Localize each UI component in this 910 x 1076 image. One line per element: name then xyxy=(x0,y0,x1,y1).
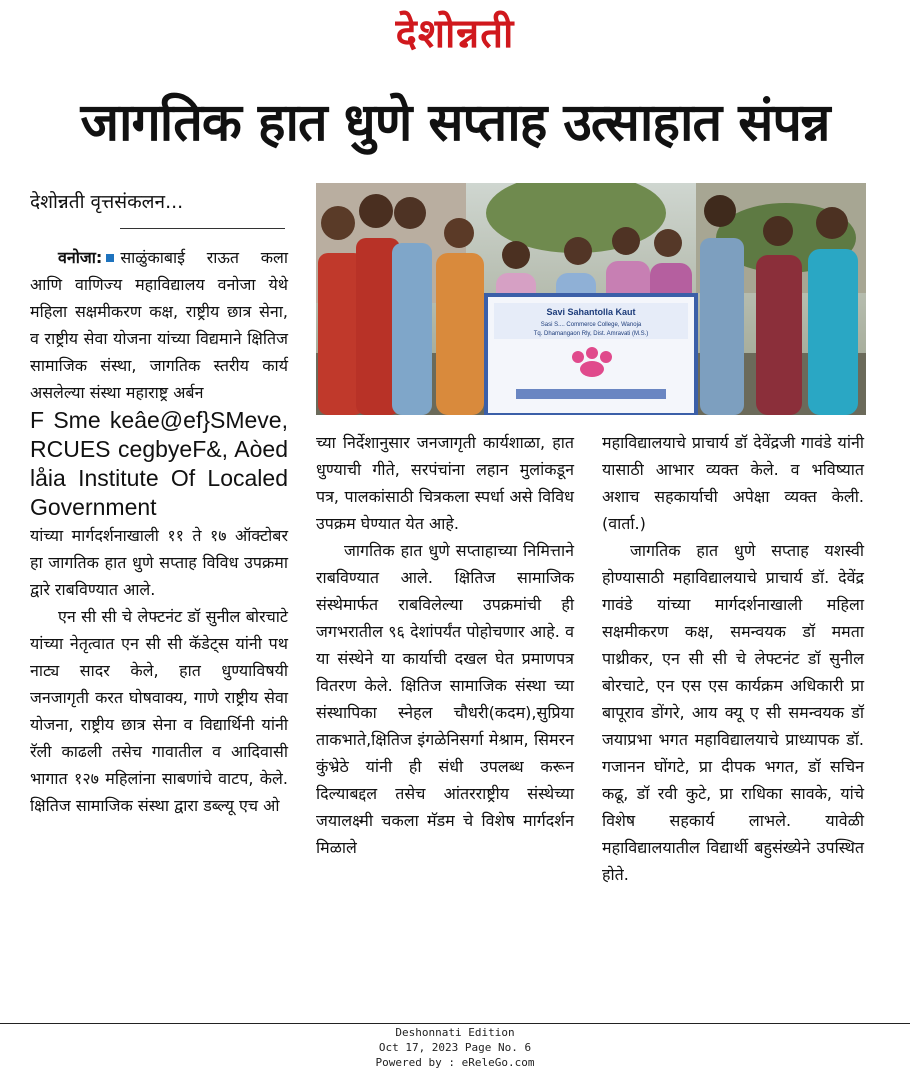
byline-divider xyxy=(120,228,285,229)
event-banner xyxy=(486,295,696,415)
footer-edition: Deshonnati Edition xyxy=(395,1026,515,1039)
dateline: वनोजा: xyxy=(58,248,103,267)
article-paragraph-3: च्या निर्देशानुसार जनजागृती कार्यशाळा, हात धुण्याची गीते, सरपंचांना लहान मुलांकडून पत्र, पालकांसाठी चित्रकला स्पर्धा असे विविध उपक्रम घेण्यात येत आहे. xyxy=(316,433,574,533)
article-paragraph-6: जागतिक हात धुणे सप्ताह यशस्वी होण्यासाठी महाविद्यालयाचे प्राचार्य डॉ. देवेंद्र गावंडे यांच्या मार्गदर्शनाखाली महिला सक्षमीकरण कक्ष, समन्वयक डॉ ममता पाथ्रीकर, एन सी सी चे लेफ्टनंट डॉ सुनील बोरचाटे, एन एस एस कार्यक्रम अधिकारी प्रा बापूराव डोंगरे, आय क्यू ए सी समन्वयक डॉ जयाप्रभा भगत महाविद्यालयाचे प्राध्यापक डॉ. गजानन घोंगटे, प्रा दीपक भगत, डॉ सचिन कढू, डॉ रवी कुटे, प्रा राधिका सावके, यांचे विशेष सहकार्य लाभले. यावेळी महाविद्यालयातील विद्यार्थी बहुसंख्येने उपस्थित होते. xyxy=(602,541,864,884)
article-column-1 xyxy=(30,244,288,819)
article-garbled-text: F Sme keâe@ef}SMeve, RCUES cegbyeF&, Aòed låia Institute Of Localed Government xyxy=(30,407,288,520)
bullet-square-icon xyxy=(106,254,114,262)
banner-line-1: Sasi S.... Commerce College, Wanoja xyxy=(540,322,642,328)
banner-title: Savi Sahantolla Kaut xyxy=(546,307,636,317)
masthead-logo: देशोन्नती xyxy=(395,11,515,57)
footer-powered-by: Powered by : eReleGo.com xyxy=(375,1056,535,1069)
article-column-2 xyxy=(316,429,574,861)
article-lead-text: साळुंकाबाई राऊत कला आणि वाणिज्य महाविद्यालय वनोजा येथे महिला सक्षमीकरण कक्ष, राष्ट्रीय छात्र सेना, व राष्ट्रीय सेवा योजना यांच्या विद्यमाने क्षितिज सामाजिक संस्था, जागतिक स्तरीय कार्य असलेल्या संस्था महाराष्ट्र अर्बन xyxy=(30,248,288,402)
banner-line-2: Tq. Dhamangaon Rly, Dist. Amravati (M.S.) xyxy=(533,331,649,337)
footer-date-page: Oct 17, 2023 Page No. 6 xyxy=(378,1041,532,1054)
article-paragraph-5: महाविद्यालयाचे प्राचार्य डॉ देवेंद्रजी गावंडे यांनी यासाठी आभार व्यक्त केले. व भविष्यात अशाच सहकार्याची अपेक्षा व्यक्त केली.(वार्ता.) xyxy=(602,433,864,533)
article-column-3 xyxy=(602,429,864,888)
article-paragraph-2: एन सी सी चे लेफ्टनंट डॉ सुनील बोरचाटे यांच्या नेतृत्वात एन सी सी कॅडेट्स यांनी पथ नाट्य सादर केले, हात धुण्याविषयी जनजागृती करत घोषवाक्य, गाणे राष्ट्रीय सेवा योजना, राष्ट्रीय छात्र सेना व विद्यार्थिनी यांनी रॅली काढली तसेच गावातील व आदिवासी भागात १२७ महिलांना साबणांचे वाटप, केले. क्षितिज सामाजिक संस्था द्वारा डब्ल्यू एच ओ xyxy=(30,607,288,815)
article-paragraph-4: जागतिक हात धुणे सप्ताहाच्या निमित्ताने राबविण्यात आले. क्षितिज सामाजिक संस्थेमार्फत राबविलेल्या उपक्रमांची ही जगभरातील ९६ देशांपर्यंत पोहोचणार आहे. व या संस्थेने या कार्याची दखल घेत प्रमाणपत्र वितरण केले. क्षितिज सामाजिक संस्था च्या संस्थापिका स्नेहल चौधरी(कदम),सुप्रिया ताकभाते,क्षितिज इंगळेनिसर्गा मेश्राम, सिमरन कुंभ्रेठे यांनी ही संधी उपलब्ध करून दिल्याबद्दल तसेच आंतरराष्ट्रीय संस्थेच्या जयालक्ष्मी चकला मॅडम चे विशेष मार्गदर्शन मिळाले xyxy=(316,541,574,857)
headline: जागतिक हात धुणे सप्ताह उत्साहात संपन्न xyxy=(80,93,830,153)
event-photo xyxy=(316,183,866,415)
footer xyxy=(0,1025,910,1070)
article-paragraph-1-end: यांच्या मार्गदर्शनाखाली ११ ते १७ ऑक्टोबर हा जागतिक हात धुणे सप्ताह विविध उपक्रमा द्वारे राबविण्यात आले. xyxy=(30,526,288,599)
article-lead xyxy=(30,244,288,406)
byline: देशोन्नती वृत्तसंकलन... xyxy=(30,191,184,213)
footer-divider xyxy=(0,1023,910,1024)
